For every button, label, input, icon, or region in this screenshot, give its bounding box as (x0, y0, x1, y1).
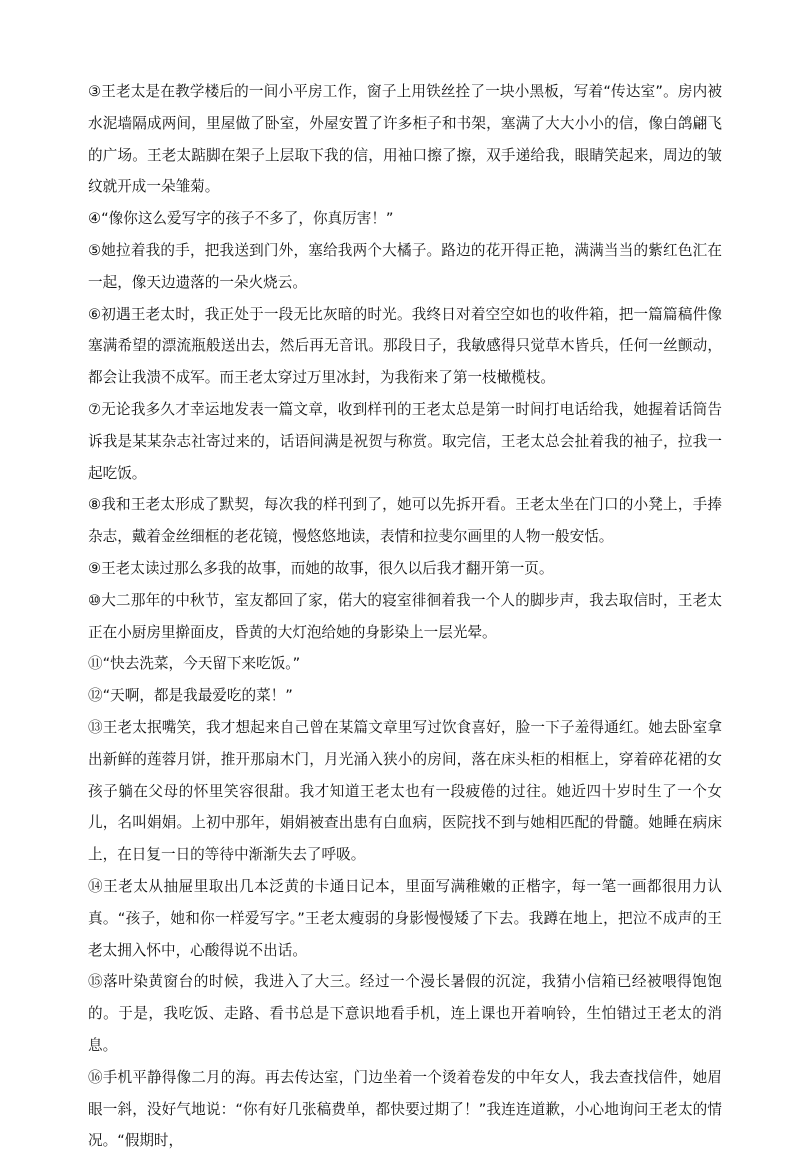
paragraph-6: ⑥初遇王老太时，我正处于一段无比灰暗的时光。我终日对着空空如也的收件箱，把一篇篇稿件像塞满希望的漂流瓶般送出去，然后再无音讯。那段日子，我敏感得只觉草木皆兵，任何一丝颤动，都会让我溃不成军。而王老太穿过万里冰封，为我衔来了第一枝橄榄枝。 (88, 305, 722, 387)
paragraph-11: ⑪“快去洗菜，今天留下来吃饭。” (88, 655, 301, 673)
paragraph-3: ③王老太是在教学楼后的一间小平房工作，窗子上用铁丝拴了一块小黑板，写着“传达室”。房内被水泥墙隔成两间，里屋做了卧室，外屋安置了许多柜子和书架，塞满了大大小小的信，像白鸽翩飞的广场。王老太踮脚在架子上层取下我的信，用袖口擦了擦，双手递给我，眼睛笑起来，周边的皱纹就开成一朵雏菊。 (88, 83, 722, 196)
paragraph-13: ⑬王老太抿嘴笑，我才想起来自己曾在某篇文章里写过饮食喜好，脸一下子羞得通红。她去卧室拿出新鲜的莲蓉月饼，推开那扇木门，月光涌入狭小的房间，落在床头柜的相框上，穿着碎花裙的女孩子躺在父母的怀里笑容很甜。我才知道王老太也有一段疲倦的过往。她近四十岁时生了一个女儿，名叫娟娟。上初中那年，娟娟被查出患有白血病，医院找不到与她相匹配的骨髓。她睡在病床上，在日复一日的等待中渐渐失去了呼吸。 (88, 718, 722, 864)
paragraph-4: ④“像你这么爱写字的孩子不多了，你真厉害！” (88, 210, 394, 228)
paragraph-14: ⑭王老太从抽屉里取出几本泛黄的卡通日记本，里面写满稚嫩的正楷字，每一笔一画都很用力认真。“孩子，她和你一样爱写字。”王老太瘦弱的身影慢慢矮了下去。我蹲在地上，把泣不成声的王老太拥入怀中，心酸得说不出话。 (88, 877, 722, 959)
paragraph-8: ⑧我和王老太形成了默契，每次我的样刊到了，她可以先拆开看。王老太坐在门口的小凳上，手捧杂志，戴着金丝细框的老花镜，慢悠悠地读，表情和拉斐尔画里的人物一般安恬。 (88, 496, 722, 546)
paragraph-15: ⑮落叶染黄窗台的时候，我进入了大三。经过一个漫长暑假的沉淀，我猜小信箱已经被喂得饱饱的。于是，我吃饭、走路、看书总是下意识地看手机，连上课也开着响铃，生怕错过王老太的消息。 (88, 973, 722, 1054)
paragraph-9: ⑨王老太读过那么多我的故事，而她的故事，很久以后我才翻开第一页。 (88, 559, 554, 577)
paragraph-7: ⑦无论我多久才幸运地发表一篇文章，收到样刊的王老太总是第一时间打电话给我，她握着话筒告诉我是某某杂志社寄过来的，话语间满是祝贺与称赏。取完信，王老太总会扯着我的袖子，拉我一起吃饭。 (88, 400, 722, 482)
paragraph-16: ⑯手机平静得像二月的海。再去传达室，门边坐着一个烫着卷发的中年女人，我去查找信件，她眉眼一斜，没好气地说：“你有好几张稿费单，都快要过期了！”我连连道歉，小心地询问王老太的情况。“假期时， (88, 1068, 722, 1150)
paragraph-12: ⑫“天啊，都是我最爱吃的菜！” (88, 687, 293, 705)
paragraph-10: ⑩大二那年的中秋节，室友都回了家，偌大的寝室徘徊着我一个人的脚步声，我去取信时，王老太正在小厨房里擀面皮，昏黄的大灯泡给她的身影染上一层光晕。 (88, 591, 722, 641)
article-body (88, 76, 722, 1157)
paragraph-5: ⑤她拉着我的手，把我送到门外，塞给我两个大橘子。路边的花开得正艳，满满当当的紫红色汇在一起，像天边遗落的一朵火烧云。 (88, 241, 722, 291)
